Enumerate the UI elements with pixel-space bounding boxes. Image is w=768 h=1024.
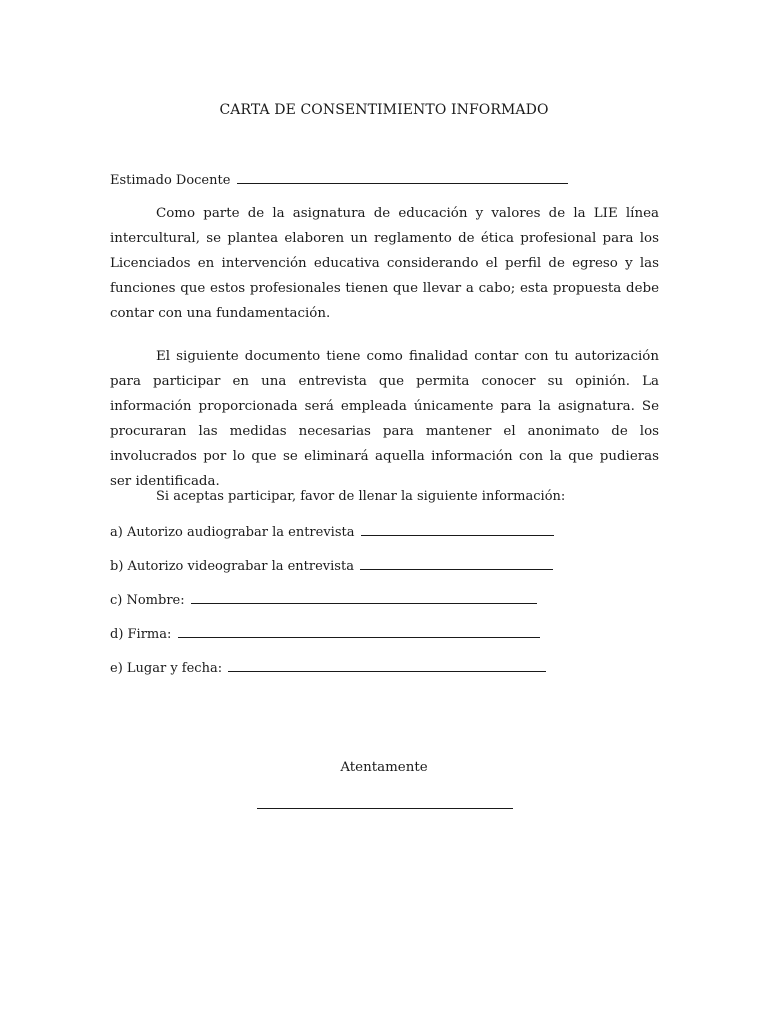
field-place-date [110,659,546,676]
signature-line [257,808,513,809]
paragraph-consent-text: El siguiente documento tiene como finalidad contar con tu autorización para participar en una entrevista que permita conocer su opinión. La información proporcionada será empleada únicamente para la asignatura. Se procuraran las medidas necesarias para mantener el anonimato de los involucrados por lo que se eliminará aquella información con la que pudieras ser identificada. [110,349,659,489]
field-place-date-label: e) Lugar y fecha: [110,661,223,676]
field-audio-blank [361,523,554,536]
form-intro: Si aceptas participar, favor de llenar la siguiente información: [156,489,566,504]
field-place-date-blank [228,659,546,672]
field-signature [110,625,540,642]
paragraph-purpose-text: Como parte de la asignatura de educación y valores de la LIE línea intercultural, se plantea elaboren un reglamento de ética profesional para los Licenciados en intervención educativa considerando el perfil de egreso y las funciones que estos profesionales tienen que llevar a cabo; esta propuesta debe contar con una fundamentación. [110,206,659,321]
document-title: CARTA DE CONSENTIMIENTO INFORMADO [219,102,549,118]
field-name-blank [191,591,537,604]
paragraph-consent [110,344,659,494]
closing-text: Atentamente [340,760,428,775]
field-video-consent [110,557,553,574]
field-audio-label: a) Autorizo audiograbar la entrevista [110,525,355,540]
salutation-line [110,171,568,188]
field-name-label: c) Nombre: [110,593,185,608]
field-signature-label: d) Firma: [110,627,172,642]
field-video-blank [360,557,553,570]
field-name [110,591,537,608]
field-audio-consent [110,523,554,540]
field-video-label: b) Autorizo videograbar la entrevista [110,559,354,574]
paragraph-purpose [110,201,659,326]
docente-name-blank [237,171,568,184]
salutation-label: Estimado Docente [110,173,231,188]
field-signature-blank [178,625,540,638]
